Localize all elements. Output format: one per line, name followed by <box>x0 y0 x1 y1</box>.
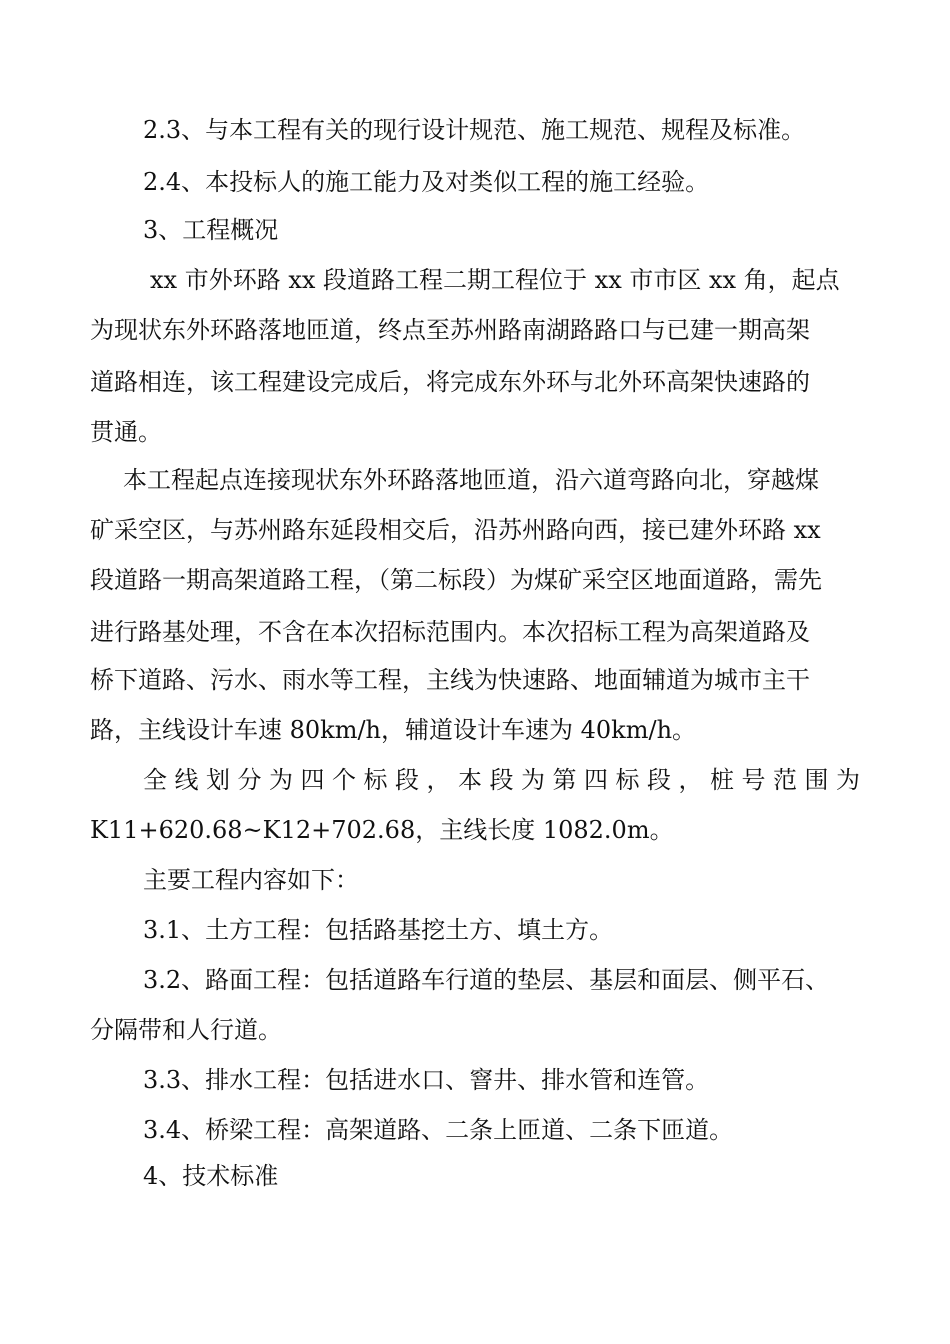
section-heading-4: 4、技术标准 <box>143 1162 279 1190</box>
paragraph-2-line-3: 段道路一期高架道路工程，（第二标段）为煤矿采空区地面道路，需先 <box>90 566 822 594</box>
paragraph-1-line-2: 为现状东外环路落地匝道，终点至苏州路南湖路路口与已建一期高架 <box>90 316 810 344</box>
paragraph-3-line-2: K11+620.68~K12+702.68，主线长度 1082.0m。 <box>90 816 674 844</box>
paragraph-1-line-3: 道路相连，该工程建设完成后，将完成东外环与北外环高架快速路的 <box>90 368 810 396</box>
item-3-1: 3.1、土方工程：包括路基挖土方、填土方。 <box>143 916 614 944</box>
paragraph-1-line-4: 贯通。 <box>90 418 162 446</box>
item-2-4: 2.4、本投标人的施工能力及对类似工程的施工经验。 <box>143 168 710 196</box>
item-3-2-line-1: 3.2、路面工程：包括道路车行道的垫层、基层和面层、侧平石、 <box>143 966 830 994</box>
section-heading-3: 3、工程概况 <box>143 216 279 244</box>
main-content-heading: 主要工程内容如下： <box>143 866 359 894</box>
paragraph-2-line-2: 矿采空区，与苏州路东延段相交后，沿苏州路向西，接已建外环路 xx <box>90 516 821 544</box>
paragraph-2-line-5: 桥下道路、污水、雨水等工程，主线为快速路、地面辅道为城市主干 <box>90 666 810 694</box>
paragraph-2-line-6: 路，主线设计车速 80km/h，辅道设计车速为 40km/h。 <box>90 716 697 744</box>
item-2-3: 2.3、与本工程有关的现行设计规范、施工规范、规程及标准。 <box>143 116 806 144</box>
item-3-3: 3.3、排水工程：包括进水口、窨井、排水管和连管。 <box>143 1066 710 1094</box>
paragraph-3-line-1 <box>143 764 868 796</box>
paragraph-3-line-1-text: 全线划分为四个标段，本段为第四标段，桩号范围为 <box>143 766 868 794</box>
paragraph-2-line-1: 本工程起点连接现状东外环路落地匝道，沿六道弯路向北，穿越煤 <box>123 466 819 494</box>
paragraph-2-line-4: 进行路基处理，不含在本次招标范围内。本次招标工程为高架道路及 <box>90 618 810 646</box>
item-3-4: 3.4、桥梁工程：高架道路、二条上匝道、二条下匝道。 <box>143 1116 734 1144</box>
paragraph-1-line-1: xx 市外环路 xx 段道路工程二期工程位于 xx 市市区 xx 角，起点 <box>150 266 840 294</box>
item-3-2-line-2: 分隔带和人行道。 <box>90 1016 282 1044</box>
